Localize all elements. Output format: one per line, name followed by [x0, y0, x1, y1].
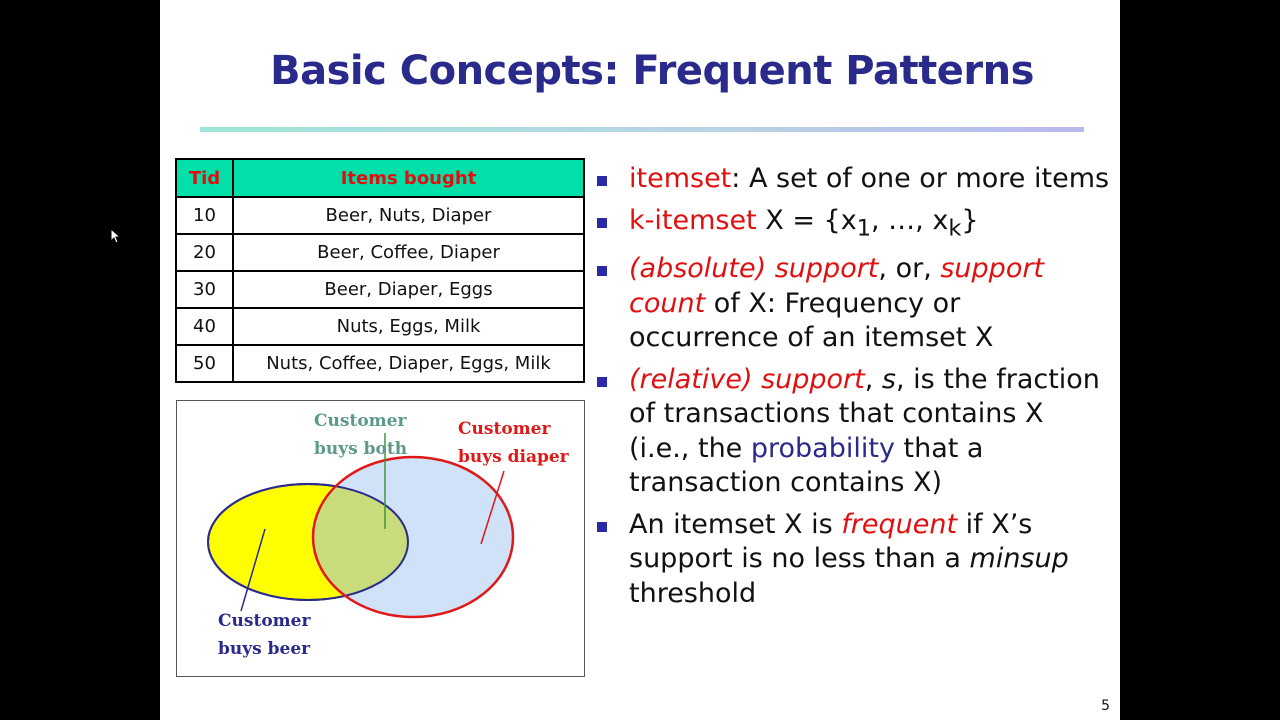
square-bullet-icon [597, 176, 607, 186]
cell-items: Nuts, Eggs, Milk [233, 308, 584, 345]
venn-diagram [176, 400, 585, 677]
table-row [176, 345, 584, 382]
label-buys-beer: Customer buys beer [218, 611, 311, 659]
square-bullet-icon [597, 218, 607, 228]
cell-items: Beer, Nuts, Diaper [233, 197, 584, 234]
bullet-itemset: itemset: A set of one or more items [595, 162, 1110, 197]
cell-items: Nuts, Coffee, Diaper, Eggs, Milk [233, 345, 584, 382]
cell-items: Beer, Diaper, Eggs [233, 271, 584, 308]
cell-items: Beer, Coffee, Diaper [233, 234, 584, 271]
mouse-pointer-icon [110, 228, 120, 244]
header-tid: Tid [176, 159, 233, 197]
cell-tid: 30 [176, 271, 233, 308]
table-row [176, 197, 584, 234]
table-row [176, 234, 584, 271]
definition-list [595, 162, 1110, 618]
square-bullet-icon [597, 266, 607, 276]
bullet-absolute-support: (absolute) support, or, support count of X: Frequency or occurrence of an itemset X [595, 252, 1110, 356]
cell-tid: 40 [176, 308, 233, 345]
cell-tid: 20 [176, 234, 233, 271]
table-header-row [176, 159, 584, 197]
transactions-table [175, 158, 585, 383]
slide [160, 0, 1120, 720]
title-underline [200, 127, 1084, 132]
slide-title: Basic Concepts: Frequent Patterns [270, 48, 1034, 94]
header-items: Items bought [233, 159, 584, 197]
bullet-relative-support: (relative) support, s, is the fraction of transactions that contains X (i.e., the probability that a transaction contains X) [595, 363, 1110, 501]
label-buys-diaper: Customer buys diaper [458, 419, 569, 467]
bullet-frequent: An itemset X is frequent if X’s support is no less than a minsup threshold [595, 508, 1110, 612]
table-row [176, 308, 584, 345]
cell-tid: 50 [176, 345, 233, 382]
page-number: 5 [1101, 698, 1110, 714]
table-row [176, 271, 584, 308]
bullet-k-itemset: k-itemset $X = \{x_1$, …, $x_k$} [595, 204, 1110, 246]
label-buys-both: Customer buys both [314, 411, 408, 459]
cell-tid: 10 [176, 197, 233, 234]
square-bullet-icon [597, 522, 607, 532]
square-bullet-icon [597, 377, 607, 387]
